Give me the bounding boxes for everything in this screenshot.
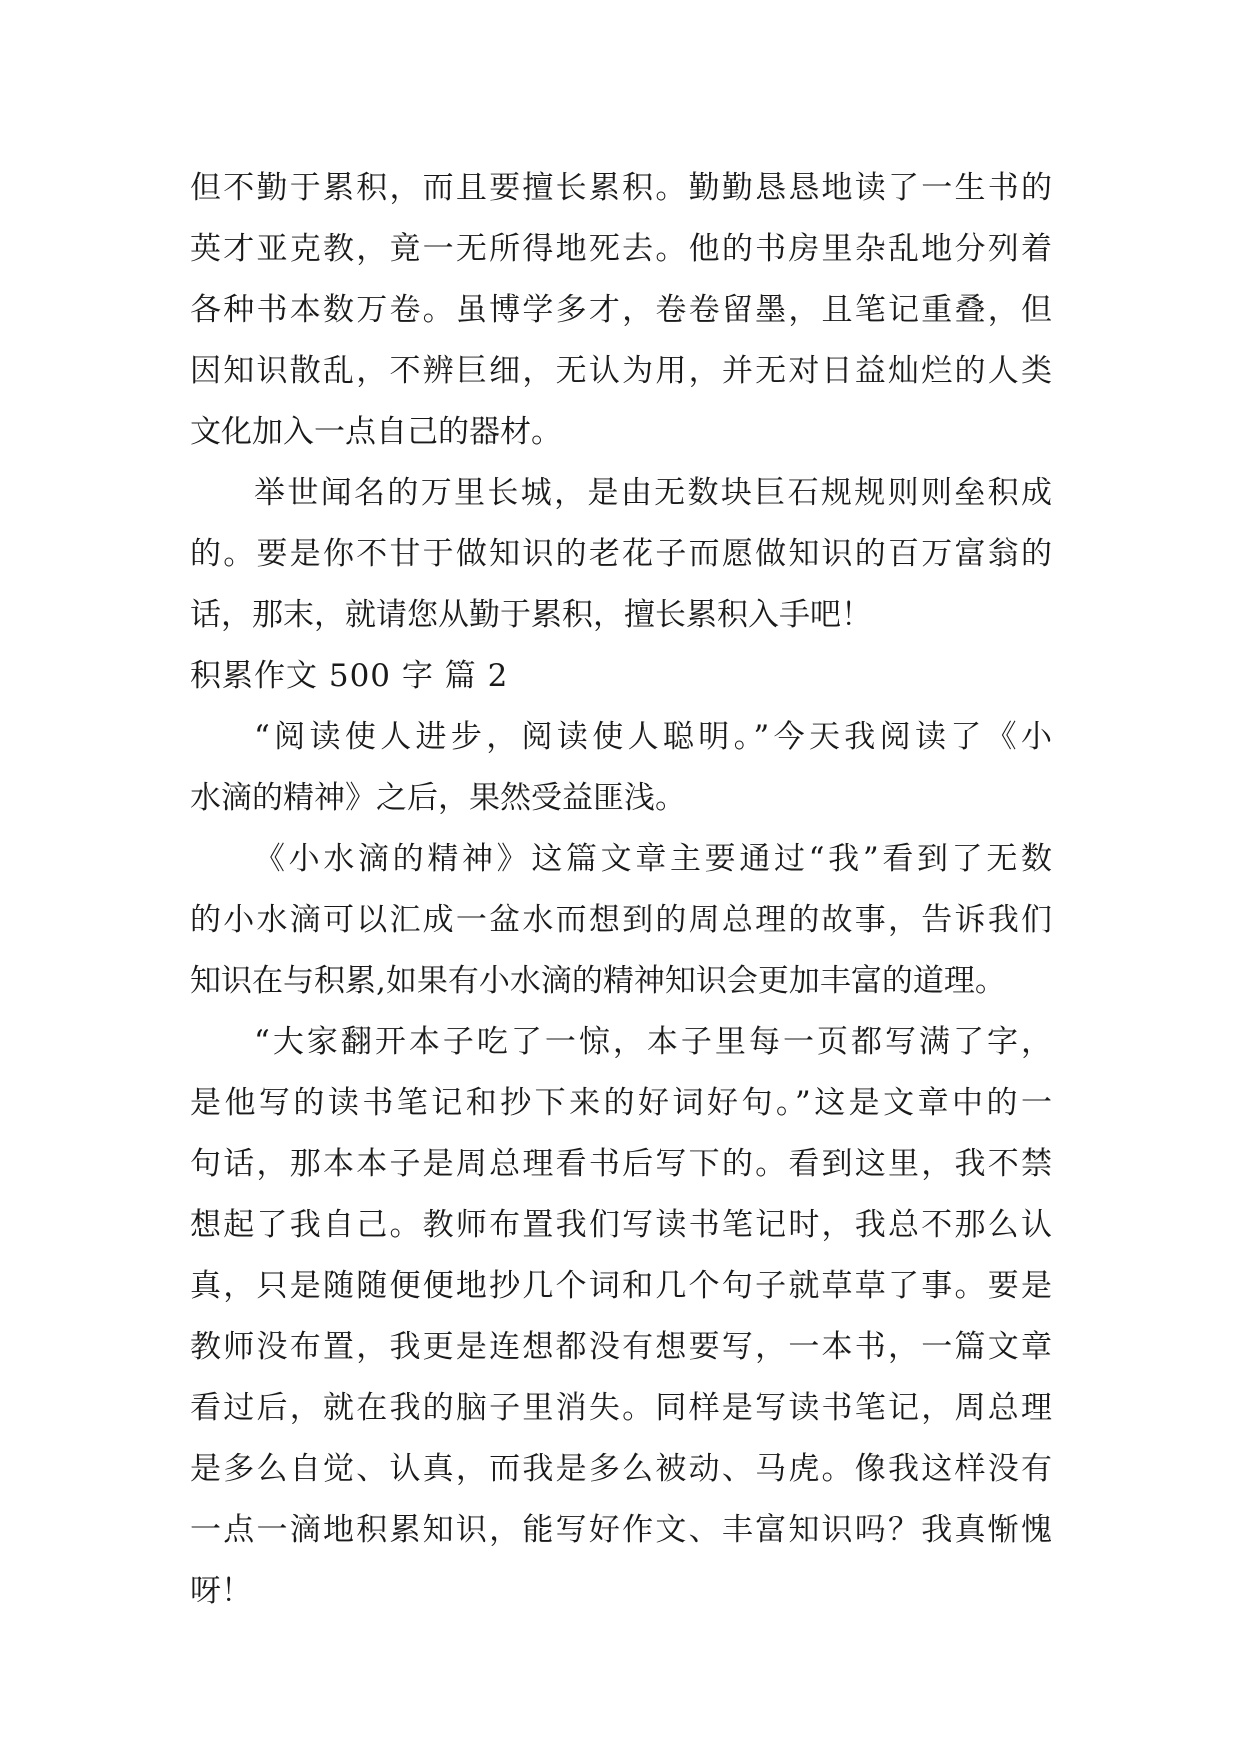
paragraph-line: 教师没布置，我更是连想都没有想要写，一本书，一篇文章: [190, 1329, 1052, 1365]
paragraph-line: “阅读使人进步，阅读使人聪明。”今天我阅读了《小: [254, 719, 1052, 755]
paragraph-line: 一点一滴地积累知识，能写好作文、丰富知识吗？我真惭愧: [190, 1512, 1052, 1548]
paragraph-line: 各种书本数万卷。虽博学多才，卷卷留墨，且笔记重叠，但: [190, 292, 1052, 328]
paragraph-line: 文化加入一点自己的器材。: [190, 414, 562, 450]
paragraph-line: 句话，那本本子是周总理看书后写下的。看到这里，我不禁: [190, 1146, 1052, 1182]
paragraph-line: 是多么自觉、认真，而我是多么被动、马虎。像我这样没有: [190, 1451, 1052, 1487]
paragraph-line: 举世闻名的万里长城，是由无数块巨石规规则则垒积成: [254, 475, 1052, 511]
paragraph-line: 因知识散乱，不辨巨细，无认为用，并无对日益灿烂的人类: [190, 353, 1052, 389]
paragraph-line: 是他写的读书笔记和抄下来的好词好句。”这是文章中的一: [190, 1085, 1052, 1121]
paragraph-line: 的小水滴可以汇成一盆水而想到的周总理的故事，告诉我们: [190, 902, 1052, 938]
paragraph-line: 《小水滴的精神》这篇文章主要通过“我”看到了无数: [254, 841, 1052, 877]
article-body: [190, 158, 1052, 1622]
paragraph-line: 知识在与积累,如果有小水滴的精神知识会更加丰富的道理。: [190, 963, 1006, 999]
paragraph-line: 想起了我自己。教师布置我们写读书笔记时，我总不那么认: [190, 1207, 1052, 1243]
paragraph-line: “大家翻开本子吃了一惊，本子里每一页都写满了字，: [254, 1024, 1052, 1060]
section-heading: 积累作文 500 字 篇 2: [190, 658, 509, 694]
paragraph-line: 英才亚克教，竟一无所得地死去。他的书房里杂乱地分列着: [190, 231, 1052, 267]
paragraph-line: 话，那末，就请您从勤于累积，擅长累积入手吧！: [190, 597, 872, 633]
paragraph-line: 呀！: [190, 1573, 252, 1609]
paragraph-line: 的。要是你不甘于做知识的老花子而愿做知识的百万富翁的: [190, 536, 1052, 572]
paragraph-line: 看过后，就在我的脑子里消失。同样是写读书笔记，周总理: [190, 1390, 1052, 1426]
paragraph-line: 真，只是随随便便地抄几个词和几个句子就草草了事。要是: [190, 1268, 1052, 1304]
paragraph-line: 但不勤于累积，而且要擅长累积。勤勤恳恳地读了一生书的: [190, 170, 1052, 206]
paragraph-line: 水滴的精神》之后，果然受益匪浅。: [190, 780, 686, 816]
